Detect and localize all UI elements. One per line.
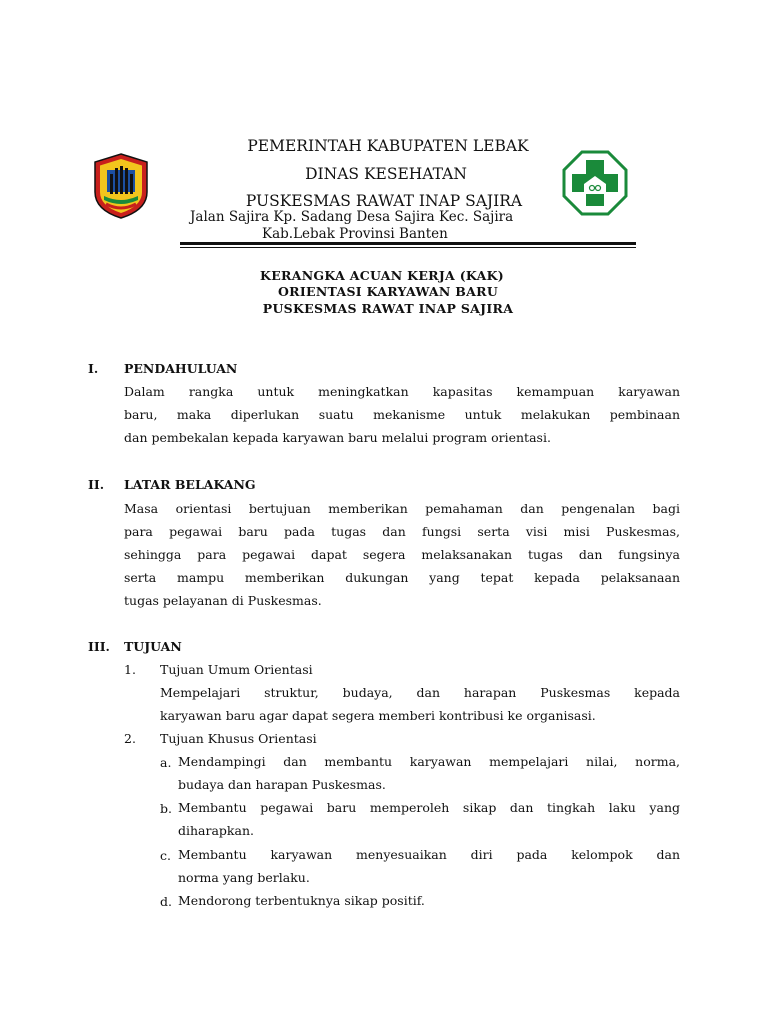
list-item-line: Mendorong terbentuknya sikap positif.	[178, 893, 425, 908]
document-title-line-3: PUSKESMAS RAWAT INAP SAJIRA	[262, 301, 514, 316]
goal-2a-letter: a.	[160, 755, 172, 770]
header-department: DINAS KESEHATAN	[305, 165, 467, 183]
goal-2c-text	[178, 843, 680, 889]
goal-1-paragraph	[160, 681, 680, 727]
list-item-line: budaya dan harapan Puskesmas.	[178, 777, 386, 792]
paragraph-line: Mempelajari struktur, budaya, dan harapan Puskesmas kepada	[160, 685, 680, 700]
section-1-title: PENDAHULUAN	[124, 361, 238, 376]
goal-2d-letter: d.	[160, 894, 172, 909]
header-divider-thin	[180, 247, 636, 248]
paragraph-line: sehingga para pegawai dapat segera melaksanakan tugas dan fungsinya	[124, 547, 680, 562]
list-item-line: Membantu pegawai baru memperoleh sikap dan tingkah laku yang	[178, 800, 680, 815]
section-1-number: I.	[88, 361, 99, 376]
goal-2d-text	[178, 889, 680, 912]
header-address-region: Kab.Lebak Provinsi Banten	[262, 226, 448, 242]
paragraph-line: Dalam rangka untuk meningkatkan kapasitas kemampuan karyawan	[124, 384, 680, 399]
list-item-line: norma yang berlaku.	[178, 870, 310, 885]
goal-2c-letter: c.	[160, 848, 171, 863]
section-3-number: III.	[88, 639, 110, 654]
header-address-street: Jalan Sajira Kp. Sadang Desa Sajira Kec. Sajira	[190, 209, 514, 225]
section-2-number: II.	[88, 477, 105, 492]
paragraph-line: dan pembekalan kepada karyawan baru melalui program orientasi.	[124, 430, 551, 445]
header-divider-thick	[180, 242, 636, 245]
document-title-line-2: ORIENTASI KARYAWAN BARU	[277, 284, 499, 299]
section-3-title: TUJUAN	[124, 639, 182, 654]
goal-2b-text	[178, 796, 680, 842]
goal-2-label: Tujuan Khusus Orientasi	[160, 731, 317, 746]
paragraph-line: para pegawai baru pada tugas dan fungsi serta visi misi Puskesmas,	[124, 524, 680, 539]
list-item-line: diharapkan.	[178, 823, 254, 838]
section-1-paragraph	[124, 380, 680, 449]
paragraph-line: Masa orientasi bertujuan memberikan pemahaman dan pengenalan bagi	[124, 501, 680, 516]
paragraph-line: serta mampu memberikan dukungan yang tepat kepada pelaksanaan	[124, 570, 680, 585]
goal-2-number: 2.	[124, 731, 136, 746]
paragraph-line: baru, maka diperlukan suatu mekanisme untuk melakukan pembinaan	[124, 407, 680, 422]
paragraph-line: tugas pelayanan di Puskesmas.	[124, 593, 322, 608]
document-title-line-1: KERANGKA ACUAN KERJA (KAK)	[260, 268, 504, 283]
goal-2b-letter: b.	[160, 801, 172, 816]
goal-1-number: 1.	[124, 662, 136, 677]
header-government: PEMERINTAH KABUPATEN LEBAK	[247, 137, 529, 155]
goal-1-label: Tujuan Umum Orientasi	[160, 662, 313, 677]
goal-2a-text	[178, 750, 680, 796]
section-2-paragraph	[124, 497, 680, 612]
section-2-title: LATAR BELAKANG	[124, 477, 256, 492]
header-institution: PUSKESMAS RAWAT INAP SAJIRA	[245, 192, 523, 210]
paragraph-line: karyawan baru agar dapat segera memberi kontribusi ke organisasi.	[160, 708, 596, 723]
list-item-line: Membantu karyawan menyesuaikan diri pada kelompok dan	[178, 847, 680, 862]
list-item-line: Mendampingi dan membantu karyawan mempelajari nilai, norma,	[178, 754, 680, 769]
